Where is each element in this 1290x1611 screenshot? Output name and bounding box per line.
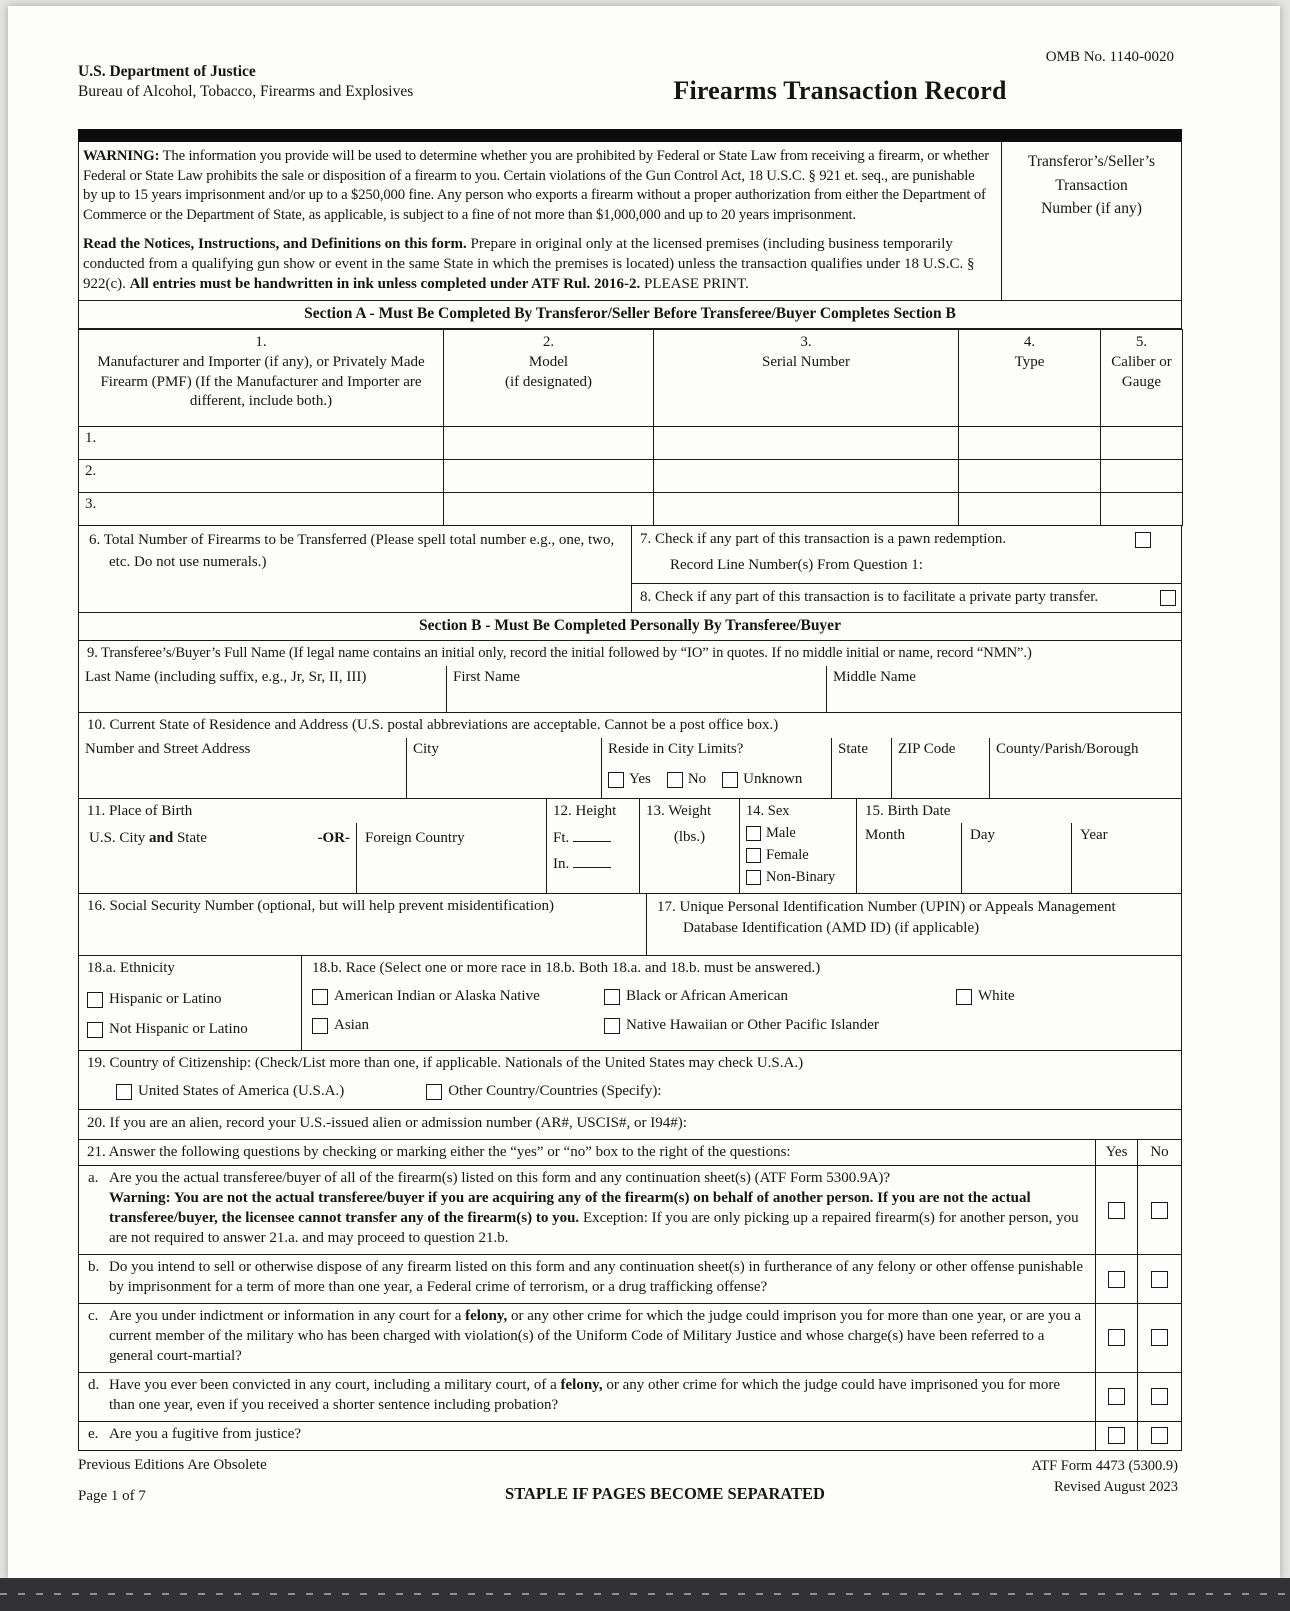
question-21e-yes-cell	[1095, 1422, 1137, 1450]
question-12-label: 12. Height	[553, 803, 617, 820]
question-21c-letter: c.	[88, 1308, 99, 1325]
type-field-row2[interactable]	[959, 460, 1101, 493]
question-16-ssn-field[interactable]: 16. Social Security Number (optional, but will help prevent misidentification)	[87, 898, 554, 915]
warning-label: WARNING:	[83, 148, 160, 165]
checkbox-usa-citizen[interactable]	[116, 1084, 132, 1100]
question-21b-text: Do you intend to sell or otherwise dispose of any firearm listed on this form and any continuation sheet(s) in furtherance of any felony or other offense punishable by imprisonment for a term of more than one year, a Federal crime of terrorism, or a drug trafficking offense?	[109, 1259, 1084, 1296]
type-field-row3[interactable]	[959, 493, 1101, 526]
question-21d-text: Have you ever been convicted in any court, including a military court, of a felony, or any other crime for which the judge could have imprisoned you for more than one year, even if you received a shorter sentence including probation?	[109, 1376, 1060, 1413]
checkbox-21e-yes[interactable]	[1108, 1427, 1125, 1444]
question-21a-intro: Are you the actual transferee/buyer of all of the firearm(s) listed on this form and any continuation sheet(s) (ATF Form 5300.9A)?	[109, 1170, 891, 1187]
first-name-label: First Name	[453, 668, 521, 685]
page-number: Page 1 of 7	[78, 1488, 146, 1505]
checkbox-21b-yes[interactable]	[1108, 1271, 1125, 1288]
question-21-table	[78, 1140, 1182, 1451]
question-21e-no-cell	[1137, 1422, 1181, 1450]
checkbox-pawn-redemption[interactable]	[1135, 532, 1151, 548]
city-label: City	[413, 741, 439, 758]
title-block	[498, 48, 1182, 107]
city-limits-options	[608, 770, 825, 790]
question-10	[78, 713, 1182, 800]
checkbox-race-american-indian[interactable]	[312, 989, 328, 1005]
question-21b-row	[79, 1254, 1181, 1303]
section-b-header: Section B - Must Be Completed Personally By Transferee/Buyer	[78, 613, 1182, 641]
question-7-row	[632, 526, 1181, 552]
checkbox-race-hawaiian[interactable]	[604, 1018, 620, 1034]
notices-text: Prepare in original only at the licensed premises (including business temporarily conducted from a qualifying gun show or event in the same State in which the premises is located) unless the transaction qualifies under 18 U.S.C. § 922(c).	[83, 235, 975, 293]
question-21c-yes-cell	[1095, 1304, 1137, 1372]
col-header-serial-number	[654, 330, 959, 427]
street-address-label: Number and Street Address	[85, 741, 251, 758]
question-10-text: 10. Current State of Residence and Address (U.S. postal abbreviations are acceptable. Cannot be a post office box.)	[87, 716, 779, 733]
question-14-label: 14. Sex	[746, 803, 790, 820]
previous-editions-note: Previous Editions Are Obsolete	[78, 1456, 267, 1473]
footer-left	[78, 1456, 408, 1507]
hispanic-label: Hispanic or Latino	[109, 990, 222, 1007]
birth-month-field[interactable]	[857, 823, 961, 894]
col-header-type	[959, 330, 1101, 427]
row2-number: 2.	[85, 463, 97, 480]
questions-16-17	[78, 894, 1182, 956]
col2-label-line1: Model	[528, 353, 569, 370]
model-field-row1[interactable]	[444, 427, 654, 460]
question-11-place-of-birth	[79, 799, 546, 893]
county-label: County/Parish/Borough	[996, 741, 1139, 758]
firearm-row-1	[79, 427, 1183, 460]
question-21e-row	[79, 1421, 1181, 1450]
checkbox-21d-no[interactable]	[1151, 1388, 1168, 1405]
question-21c-no-cell	[1137, 1304, 1181, 1372]
height-inches-row	[553, 855, 633, 875]
limits-yes-label: Yes	[629, 770, 651, 787]
warning-paragraph	[83, 147, 991, 225]
hawaiian-label: Native Hawaiian or Other Pacific Islander	[626, 1017, 879, 1034]
question-14-sex	[739, 799, 856, 893]
checkbox-21e-no[interactable]	[1151, 1427, 1168, 1444]
checkbox-limits-unknown[interactable]	[722, 772, 738, 788]
type-field-row1[interactable]	[959, 427, 1101, 460]
question-12-height	[546, 799, 639, 893]
limits-no-label: No	[687, 770, 707, 787]
department-name: U.S. Department of Justice	[78, 63, 256, 80]
col5-label: Caliber or Gauge	[1111, 353, 1172, 390]
city-limits-field	[601, 738, 831, 798]
state-label: State	[838, 741, 868, 758]
warning-section	[78, 142, 1182, 301]
checkbox-private-party-transfer[interactable]	[1160, 590, 1176, 606]
question-21-header-row	[78, 1140, 1182, 1166]
no-column-header: No	[1137, 1140, 1181, 1166]
page-title: Firearms Transaction Record	[673, 75, 1007, 105]
feet-label: Ft.	[553, 829, 570, 846]
form-header	[78, 48, 1182, 107]
month-label: Month	[865, 826, 906, 843]
american-indian-label: American Indian or Alaska Native	[334, 987, 540, 1004]
col-header-manufacturer	[79, 330, 444, 427]
birth-year-field[interactable]	[1071, 823, 1181, 894]
question-21a-no-cell	[1137, 1166, 1181, 1254]
model-field-row3[interactable]	[444, 493, 654, 526]
question-21a-warning: Warning: You are not the actual transferee/buyer if you are acquiring any of the firearm(s) on behalf of another person. If you are not the actual transferee/buyer, the licensee cannot transfer any of the firearm(s) to you. Exception: If you are only picking up a repaired firearm(s) for another person, you are not required to answer 21.a. and may proceed to question 21.b.	[109, 1190, 1079, 1247]
birth-day-field[interactable]	[961, 823, 1071, 894]
question-19	[78, 1051, 1182, 1110]
first-name-field[interactable]	[446, 666, 826, 712]
serial-field-row3[interactable]	[654, 493, 959, 526]
caliber-field-row3[interactable]	[1101, 493, 1183, 526]
checkbox-21a-yes[interactable]	[1108, 1202, 1125, 1219]
checkbox-limits-yes[interactable]	[608, 772, 624, 788]
inches-label: In.	[553, 856, 570, 873]
question-11-label: 11. Place of Birth	[87, 803, 193, 820]
place-of-birth-fields	[79, 823, 546, 894]
form-footer	[78, 1456, 1182, 1507]
col4-label: Type	[1014, 353, 1045, 370]
question-21-header-text: 21. Answer the following questions by checking or marking either the “yes” or “no” box to the right of the questions:	[87, 1143, 791, 1160]
year-label: Year	[1080, 826, 1108, 843]
street-address-field[interactable]	[79, 738, 406, 798]
foreign-country-label: Foreign Country	[365, 829, 465, 846]
row1-number: 1.	[85, 430, 97, 447]
checkbox-sex-female[interactable]	[746, 848, 761, 863]
warning-text-block	[79, 142, 1001, 300]
revision-date: Revised August 2023	[1053, 1478, 1178, 1495]
checkbox-hispanic[interactable]	[87, 992, 103, 1008]
checkbox-sex-male[interactable]	[746, 826, 761, 841]
state-field[interactable]	[831, 738, 891, 798]
question-9	[78, 641, 1182, 713]
question-21e-text: Are you a fugitive from justice?	[109, 1425, 302, 1442]
usa-citizen-label: United States of America (U.S.A.)	[138, 1082, 345, 1099]
header-divider-bar	[78, 129, 1182, 142]
question-21d-no-cell	[1137, 1373, 1181, 1421]
manufacturer-field-row3[interactable]	[79, 493, 444, 526]
question-21b-yes-cell	[1095, 1255, 1137, 1303]
questions-11-15	[78, 799, 1182, 894]
middle-name-field[interactable]	[826, 666, 1181, 712]
question-21a-yes-cell	[1095, 1166, 1137, 1254]
transferor-transaction-number-box[interactable]	[1001, 142, 1181, 300]
question-20-alien-number-field[interactable]: 20. If you are an alien, record your U.S.-issued alien or admission number (AR#, USCIS#, or I94#):	[78, 1110, 1182, 1140]
question-18a-ethnicity	[79, 956, 301, 1050]
checkbox-race-black[interactable]	[604, 989, 620, 1005]
omb-number: OMB No. 1140-0020	[1045, 49, 1174, 65]
caliber-field-row2[interactable]	[1101, 460, 1183, 493]
manufacturer-field-row2[interactable]	[79, 460, 444, 493]
zip-code-field[interactable]	[891, 738, 989, 798]
col5-number: 5.	[1135, 334, 1148, 351]
question-17-upin-field[interactable]: 17. Unique Personal Identification Number (UPIN) or Appeals Management Database Identification (AMD ID) (if applicable)	[646, 894, 1181, 955]
scan-edge-dotted-line	[0, 1593, 1290, 1595]
height-feet-row	[553, 829, 633, 849]
yes-column-header: Yes	[1095, 1140, 1137, 1166]
question-13-weight[interactable]	[639, 799, 739, 893]
nonbinary-label: Non-Binary	[766, 868, 836, 885]
last-name-label: Last Name (including suffix, e.g., Jr, Sr, II, III)	[85, 668, 367, 685]
last-name-field[interactable]	[79, 666, 446, 712]
firearm-row-2	[79, 460, 1183, 493]
manufacturer-field-row1[interactable]	[79, 427, 444, 460]
height-feet-field[interactable]	[573, 829, 611, 842]
col3-label: Serial Number	[762, 353, 850, 370]
serial-field-row1[interactable]	[654, 427, 959, 460]
questions-6-7-8	[78, 526, 1182, 613]
form-number: ATF Form 4473 (5300.9)	[1031, 1457, 1178, 1474]
black-label: Black or African American	[626, 987, 789, 1004]
question-18b-race	[301, 956, 1181, 1050]
zip-code-label: ZIP Code	[898, 741, 956, 758]
birth-date-fields	[857, 823, 1181, 894]
checkbox-not-hispanic[interactable]	[87, 1022, 103, 1038]
height-inches-field[interactable]	[573, 855, 611, 868]
questions-7-8-cell	[631, 526, 1181, 612]
not-hispanic-label: Not Hispanic or Latino	[109, 1021, 248, 1038]
checkbox-limits-no[interactable]	[667, 772, 683, 788]
question-7-record-line[interactable]: Record Line Number(s) From Question 1:	[670, 556, 923, 573]
question-10-fields	[79, 738, 1181, 798]
question-21b-no-cell	[1137, 1255, 1181, 1303]
notices-paragraph	[83, 234, 991, 294]
row3-number: 3.	[85, 496, 97, 513]
middle-name-label: Middle Name	[833, 668, 916, 685]
question-6[interactable]: 6. Total Number of Firearms to be Transferred (Please spell total number e.g., one, two, etc. Do not use numerals.)	[89, 532, 615, 571]
question-21-rows	[78, 1165, 1182, 1450]
question-21a-letter: a.	[88, 1170, 99, 1187]
white-label: White	[978, 987, 1015, 1004]
question-21b-letter: b.	[88, 1259, 100, 1276]
transferor-box-line1: Transferor’s/Seller’s	[1027, 153, 1156, 171]
col1-label: Manufacturer and Importer (if any), or Privately Made Firearm (PMF) (If the Manufacturer and Importer are different, include both.)	[97, 353, 425, 410]
question-21c-text: Are you under indictment or information in any court for a felony, or any other crime for which the judge could imprison you for more than one year, or are you a current member of the military who has been charged with violation(s) of the Uniform Code of Military Justice and whose charge(s) have been referred to a general court-martial?	[109, 1308, 1082, 1364]
scanned-form-page	[8, 6, 1280, 1578]
question-8-text: 8. Check if any part of this transaction is to facilitate a private party transfer.	[640, 589, 1099, 606]
agency-block	[78, 48, 498, 107]
question-21a-text	[109, 1166, 1095, 1254]
checkbox-21a-no[interactable]	[1151, 1202, 1168, 1219]
question-15-label: 15. Birth Date	[865, 803, 951, 820]
col4-number: 4.	[1023, 334, 1036, 351]
checkbox-race-white[interactable]	[956, 989, 972, 1005]
section-a-header: Section A - Must Be Completed By Transferor/Seller Before Transferee/Buyer Completes Section B	[78, 301, 1182, 329]
firearm-row-3	[79, 493, 1183, 526]
col-header-caliber	[1101, 330, 1183, 427]
checkbox-21c-no[interactable]	[1151, 1329, 1168, 1346]
question-21d-letter: d.	[88, 1376, 100, 1393]
foreign-country-field[interactable]	[356, 823, 546, 894]
checkbox-sex-nonbinary[interactable]	[746, 870, 761, 885]
question-21d-yes-cell	[1095, 1373, 1137, 1421]
question-19-text: 19. Country of Citizenship: (Check/List more than one, if applicable. Nationals of the United States may check U.S.A.)	[87, 1055, 804, 1072]
male-label: Male	[766, 825, 796, 842]
transferor-box-line2: Transaction	[1055, 176, 1128, 194]
footer-right	[922, 1456, 1182, 1507]
question-18b-label: 18.b. Race (Select one or more race in 18.b. Both 18.a. and 18.b. must be answered.)	[312, 960, 821, 977]
model-field-row2[interactable]	[444, 460, 654, 493]
us-city-state-label: U.S. City and State	[89, 829, 207, 846]
scan-edge-band	[0, 1578, 1290, 1611]
checkbox-21d-yes[interactable]	[1108, 1388, 1125, 1405]
question-21d-row	[79, 1372, 1181, 1421]
bureau-name: Bureau of Alcohol, Tobacco, Firearms and Explosives	[78, 83, 414, 101]
firearms-table	[78, 329, 1183, 526]
limits-unknown-label: Unknown	[743, 770, 803, 787]
city-field[interactable]	[406, 738, 601, 798]
firearms-table-header-row	[79, 330, 1183, 427]
checkbox-21b-no[interactable]	[1151, 1271, 1168, 1288]
question-18	[78, 956, 1182, 1051]
weight-lbs-label: (lbs.)	[673, 828, 706, 845]
checkbox-21c-yes[interactable]	[1108, 1329, 1125, 1346]
question-21e-letter: e.	[88, 1425, 99, 1442]
or-label: -OR-	[317, 829, 350, 846]
race-options	[312, 987, 1171, 1036]
question-21c-row	[79, 1303, 1181, 1372]
col-header-model	[444, 330, 654, 427]
us-city-state-field[interactable]	[79, 823, 356, 894]
col3-number: 3.	[800, 334, 812, 351]
caliber-field-row1[interactable]	[1101, 427, 1183, 460]
county-field[interactable]	[989, 738, 1181, 798]
city-limits-label: Reside in City Limits?	[608, 741, 744, 758]
question-9-fields	[79, 666, 1181, 712]
question-21a-row	[79, 1166, 1181, 1254]
female-label: Female	[766, 847, 809, 864]
transferor-box-line3: Number (if any)	[1041, 199, 1142, 217]
question-13-label: 13. Weight	[646, 803, 712, 820]
warning-body: The information you provide will be used to determine whether you are prohibited by Federal or State Law from receiving a firearm, or whether Federal or State Law prohibits the sale or disposition of a firearm to you. Certain violations of the Gun Control Act, 18 U.S.C. § 921 et. seq., are punishable by up to 15 years imprisonment and/or up to a $250,000 fine. Any person who exports a firearm without a proper authorization from either the Department of Commerce or the Department of State, as applicable, is subject to a fine of not more than $1,000,000 and up to 20 years imprisonment.	[83, 148, 989, 223]
col2-number: 2.	[542, 334, 555, 351]
question-18a-label: 18.a. Ethnicity	[87, 960, 175, 977]
citizenship-options	[87, 1082, 1173, 1102]
notices-bold: Read the Notices, Instructions, and Definitions on this form.	[83, 235, 467, 252]
please-print: PLEASE PRINT.	[644, 276, 749, 293]
day-label: Day	[970, 826, 995, 843]
serial-field-row2[interactable]	[654, 460, 959, 493]
checkbox-race-asian[interactable]	[312, 1018, 328, 1034]
notices-bold2: All entries must be handwritten in ink unless completed under ATF Rul. 2016-2.	[129, 276, 641, 293]
question-7-text: 7. Check if any part of this transaction is a pawn redemption.	[640, 531, 1007, 548]
staple-note: STAPLE IF PAGES BECOME SEPARATED	[505, 1484, 825, 1504]
question-8-row	[632, 583, 1181, 612]
checkbox-other-country[interactable]	[426, 1084, 442, 1100]
other-country-label: Other Country/Countries (Specify):	[448, 1082, 662, 1099]
col2-label-line2: (if designated)	[504, 373, 593, 390]
question-15-birth-date	[856, 799, 1181, 893]
col1-number: 1.	[255, 334, 267, 351]
asian-label: Asian	[334, 1017, 369, 1034]
question-9-text: 9. Transferee’s/Buyer’s Full Name (If legal name contains an initial only, record the initial followed by “IO” in quotes. If no middle initial or name, record “NMN”.)	[87, 644, 1032, 661]
